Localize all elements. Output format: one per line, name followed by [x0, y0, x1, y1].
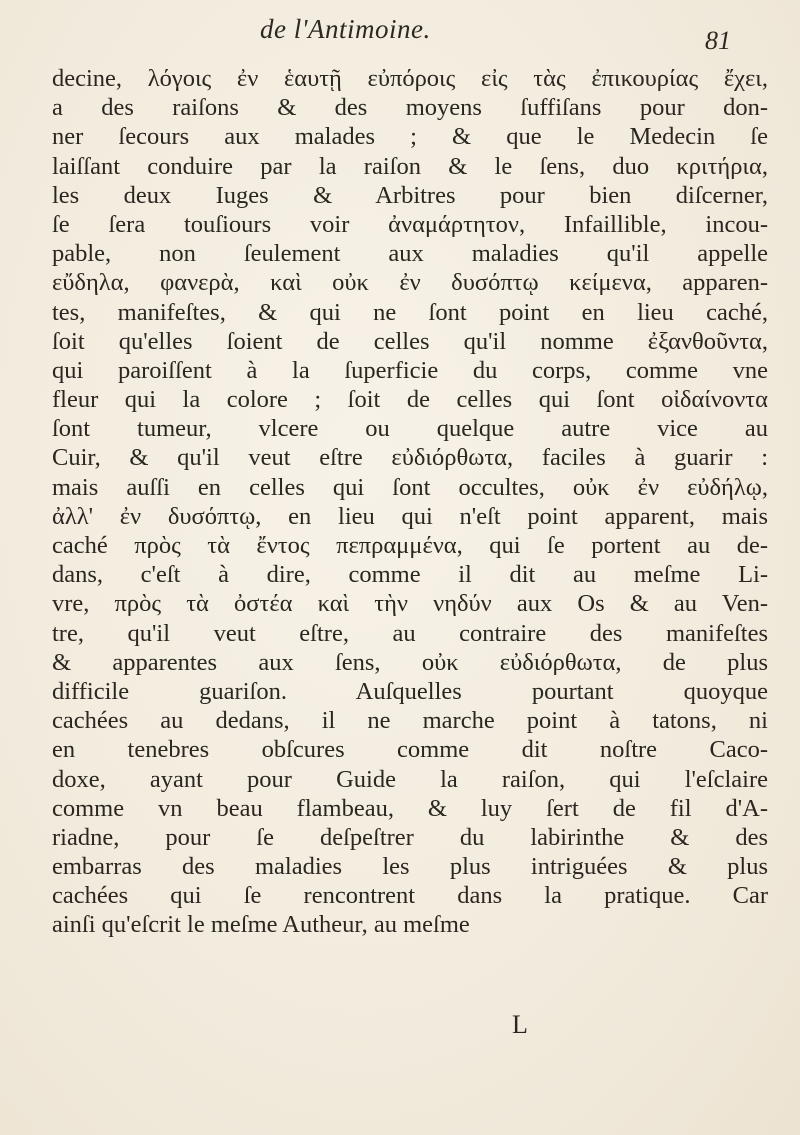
text-line: mais auſſi en celles qui ſont occultes, οὐκ ἐν εὐδήλῳ,: [52, 473, 768, 501]
text-line: vre, πρὸς τὰ ὀστέα καὶ τὴν νηδύν aux Os & au Ven-: [52, 590, 768, 618]
signature-mark: L: [512, 1010, 528, 1039]
body-text: [52, 64, 768, 940]
text-line: dans, c'eſt à dire, comme il dit au meſme Li-: [52, 561, 768, 589]
text-line: cachées qui ſe rencontrent dans la pratique. Car: [52, 882, 768, 910]
text-line: εὔδηλα, φανερὰ, καὶ οὐκ ἐν δυσόπτῳ κείμενα, apparen-: [52, 269, 768, 297]
text-line: a des raiſons & des moyens ſuffiſans pour don-: [52, 94, 768, 122]
text-line: ſoit qu'elles ſoient de celles qu'il nomme ἐξανθοῦντα,: [52, 327, 768, 355]
text-line: difficile guariſon. Auſquelles pourtant quoyque: [52, 677, 768, 705]
text-line: ſont tumeur, vlcere ou quelque autre vice au: [52, 415, 768, 443]
text-line: riadne, pour ſe deſpeſtrer du labirinthe & des: [52, 823, 768, 851]
text-line: tes, manifeſtes, & qui ne ſont point en lieu caché,: [52, 298, 768, 326]
text-line: & apparentes aux ſens, οὐκ εὐδιόρθωτα, de plus: [52, 648, 768, 676]
text-line: decine, λόγοις ἐν ἑαυτῇ εὐπόροις εἰς τὰς ἐπικουρίας ἔχει,: [52, 65, 768, 92]
text-line: embarras des maladies les plus intriguées & plus: [52, 853, 768, 881]
text-line: tre, qu'il veut eſtre, au contraire des manifeſtes: [52, 619, 768, 647]
text-line: en tenebres obſcures comme dit noſtre Caco-: [52, 736, 768, 764]
text-line: qui paroiſſent à la ſuperficie du corps, comme vne: [52, 356, 768, 384]
page-number: 81: [705, 26, 731, 55]
text-line: caché πρὸς τὰ ἔντος πεπραμμένα, qui ſe portent au de-: [52, 532, 768, 559]
text-line: ἀλλ' ἐν δυσόπτῳ, en lieu qui n'eſt point apparent, mais: [52, 502, 768, 530]
text-line: ainſi qu'eſcrit le meſme Autheur, au meſme: [52, 911, 470, 939]
text-line: laiſſant conduire par la raiſon & le ſens, duo κριτήρια,: [52, 152, 768, 180]
text-line: comme vn beau flambeau, & luy ſert de fil d'A-: [52, 794, 768, 822]
running-title: de l'Antimoine.: [260, 14, 431, 44]
text-line: les deux Iuges & Arbitres pour bien diſcerner,: [52, 181, 768, 209]
text-line: ner ſecours aux malades ; & que le Medecin ſe: [52, 123, 768, 151]
text-line: Cuir, & qu'il veut eſtre εὐδιόρθωτα, faciles à guarir :: [52, 444, 768, 472]
text-line: cachées au dedans, il ne marche point à tatons, ni: [52, 707, 768, 735]
text-line: ſe ſera touſiours voir ἀναμάρτητον, Infaillible, incou-: [52, 210, 768, 238]
text-line: doxe, ayant pour Guide la raiſon, qui l'eſclaire: [52, 765, 768, 793]
text-line: pable, non ſeulement aux maladies qu'il appelle: [52, 240, 768, 268]
text-line: fleur qui la colore ; ſoit de celles qui ſont οἰδαίνοντα: [52, 386, 768, 414]
